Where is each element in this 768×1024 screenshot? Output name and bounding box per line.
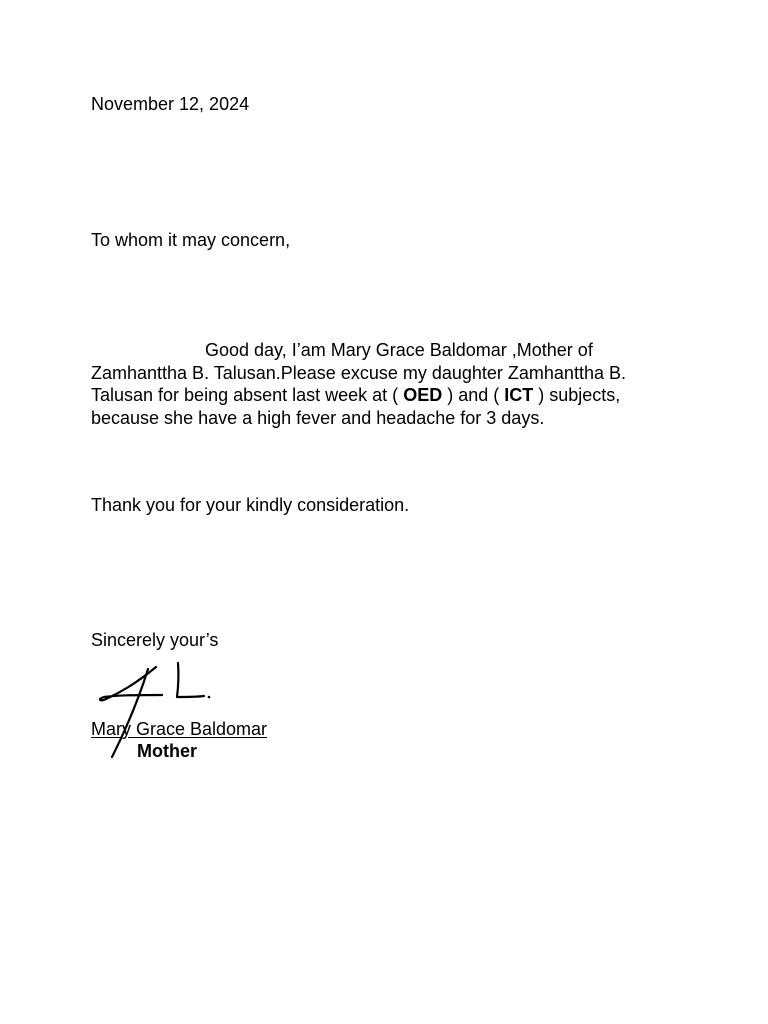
thanks-line: Thank you for your kindly consideration. (91, 495, 410, 515)
body-paragraph (91, 339, 671, 429)
signer-name: Mary Grace Baldomar (91, 719, 268, 739)
body-text-part-2: ) and ( (442, 385, 505, 405)
salutation: To whom it may concern, (91, 230, 291, 250)
signer-title: Mother (137, 741, 197, 761)
closing-line: Sincerely your’s (91, 630, 219, 650)
body-text-part-1: Good day, I’am Mary Grace Baldomar ,Mother of Zamhanttha B. Talusan.Please excuse my daughter Zamhanttha B. Talusan for being absent last week at ( (91, 340, 626, 405)
subject-oed: OED (403, 385, 443, 405)
subject-ict: ICT (504, 385, 534, 405)
letter-date: November 12, 2024 (91, 94, 250, 114)
body-text-part-3: ) subjects, because she have a high fever and headache for 3 days. (91, 385, 621, 428)
